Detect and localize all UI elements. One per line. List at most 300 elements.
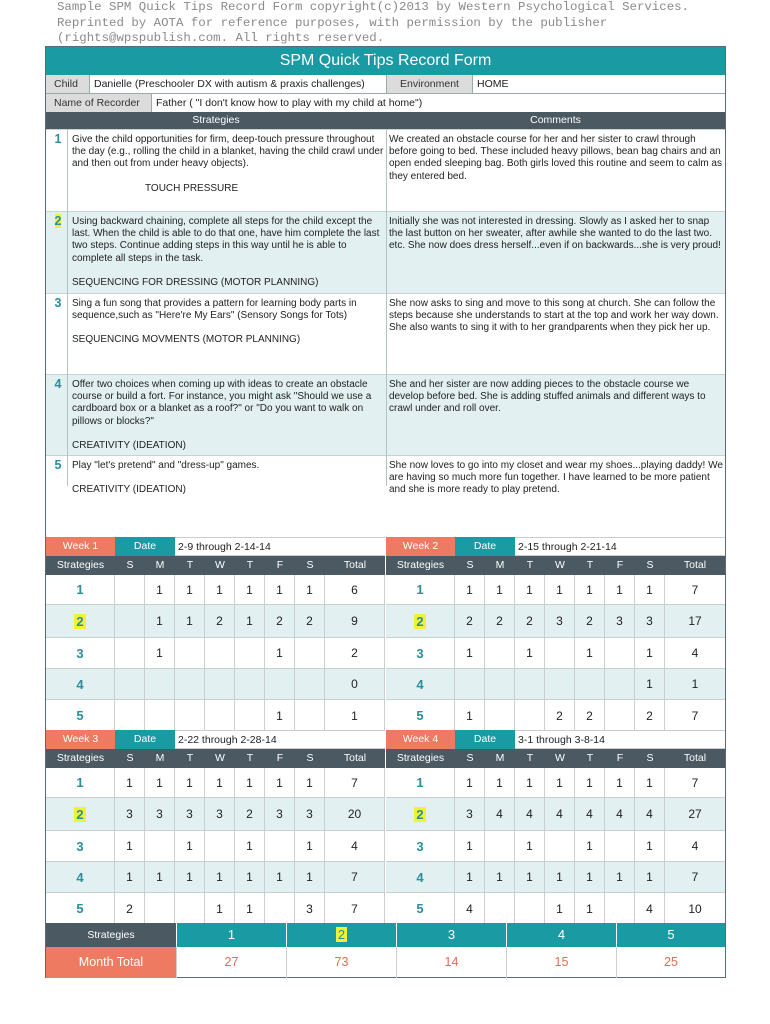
day-cell[interactable] <box>515 700 545 732</box>
day-col-header: M <box>495 752 505 764</box>
day-cell[interactable]: 1 <box>295 768 325 798</box>
day-cell[interactable]: 4 <box>515 798 545 831</box>
day-cell[interactable]: 1 <box>295 862 325 893</box>
date-label: Date <box>455 730 515 749</box>
total-cell[interactable]: 1 <box>325 700 385 732</box>
day-cell[interactable] <box>205 831 235 862</box>
strategy-number-text: 3 <box>76 839 84 854</box>
total-cell[interactable]: 20 <box>325 798 385 831</box>
day-cell[interactable] <box>605 700 635 732</box>
day-cell[interactable] <box>205 638 235 669</box>
strategy-number <box>50 459 66 471</box>
day-cell[interactable]: 2 <box>235 798 265 831</box>
strategy-number <box>50 378 66 390</box>
day-cell[interactable]: 1 <box>545 575 575 605</box>
day-cell[interactable]: 1 <box>575 831 605 862</box>
week-column-header <box>386 749 725 768</box>
day-col-header: S <box>646 559 654 571</box>
day-col-header: T <box>186 559 194 571</box>
day-col-header: S <box>466 559 474 571</box>
day-cell[interactable] <box>265 669 295 700</box>
day-cell[interactable]: 3 <box>605 605 635 638</box>
day-cell[interactable]: 1 <box>265 638 295 669</box>
day-cell[interactable]: 1 <box>545 768 575 798</box>
summary-strategy-number-text: 5 <box>667 927 675 942</box>
strategy-number-text: 1 <box>416 582 424 597</box>
day-cell[interactable]: 2 <box>575 605 605 638</box>
day-cell[interactable]: 1 <box>455 575 485 605</box>
strategy-number <box>46 798 115 831</box>
date-label: Date <box>115 730 175 749</box>
month-total-value[interactable]: 25 <box>616 947 725 978</box>
strategy-number <box>386 605 455 638</box>
total-cell[interactable]: 7 <box>665 862 725 893</box>
day-cell[interactable] <box>605 638 635 669</box>
day-cell[interactable] <box>235 700 265 732</box>
day-cell[interactable]: 1 <box>175 862 205 893</box>
strategy-number <box>386 893 455 925</box>
strategy-number-text: 1 <box>76 775 84 790</box>
day-cell[interactable] <box>295 700 325 732</box>
day-cell[interactable]: 1 <box>545 893 575 925</box>
day-cell[interactable] <box>115 605 145 638</box>
strategy-number <box>46 638 115 669</box>
child-field[interactable]: Danielle (Preschooler DX with autism & praxis challenges) <box>90 75 387 93</box>
day-cell[interactable]: 1 <box>115 831 145 862</box>
day-cell[interactable] <box>205 700 235 732</box>
strategy-comment[interactable]: She and her sister are now adding pieces to the obstacle course we develop before bed. She is adding stuffed animals and different ways to crawl under and roll over. <box>389 379 706 415</box>
day-cell[interactable]: 3 <box>115 798 145 831</box>
divider <box>386 129 387 486</box>
day-cell[interactable]: 3 <box>455 798 485 831</box>
day-cell[interactable]: 2 <box>265 605 295 638</box>
day-cell[interactable]: 1 <box>485 862 515 893</box>
strategy-number-text: 5 <box>416 708 424 723</box>
strategy-number-text: 5 <box>54 458 62 472</box>
day-cell[interactable]: 3 <box>265 798 295 831</box>
day-cell[interactable] <box>235 669 265 700</box>
day-cell[interactable] <box>115 700 145 732</box>
date-field[interactable]: 2-15 through 2-21-14 <box>515 537 725 556</box>
day-cell[interactable]: 1 <box>485 768 515 798</box>
day-col-header: M <box>495 559 505 571</box>
day-col-header: F <box>276 752 284 764</box>
day-cell[interactable]: 2 <box>545 700 575 732</box>
month-total-value[interactable]: 14 <box>396 947 506 978</box>
day-cell[interactable]: 2 <box>205 605 235 638</box>
strategy-number <box>386 862 455 893</box>
total-cell[interactable]: 7 <box>665 700 725 732</box>
day-cell[interactable]: 3 <box>205 798 235 831</box>
day-cell[interactable]: 1 <box>575 862 605 893</box>
day-cell[interactable] <box>605 831 635 862</box>
strategy-number <box>46 700 115 732</box>
total-col-header: Total <box>683 752 707 764</box>
day-cell[interactable]: 1 <box>295 831 325 862</box>
day-cell[interactable] <box>145 700 175 732</box>
strategies-header: Strategies <box>192 114 240 126</box>
day-cell[interactable]: 2 <box>455 605 485 638</box>
strategy-description <box>72 460 384 496</box>
day-cell[interactable] <box>115 638 145 669</box>
day-cell[interactable]: 3 <box>175 798 205 831</box>
day-cell[interactable]: 1 <box>205 768 235 798</box>
day-cell[interactable]: 1 <box>455 700 485 732</box>
day-col-header: T <box>586 752 594 764</box>
day-cell[interactable]: 1 <box>575 893 605 925</box>
day-col-header: M <box>155 559 165 571</box>
day-cell[interactable]: 1 <box>175 831 205 862</box>
day-cell[interactable]: 1 <box>145 638 175 669</box>
day-col-header: F <box>616 559 624 571</box>
date-label: Date <box>455 537 515 556</box>
environment-field[interactable]: HOME <box>473 75 725 93</box>
strategy-number-text: 2 <box>54 214 62 228</box>
strategy-description-text: Using backward chaining, complete all steps for the child except the last. When the child is able to do that one, have him complete the last two steps. Continue adding steps in this way until he is able to complete all steps in the task. <box>72 216 380 264</box>
total-cell[interactable]: 7 <box>325 862 385 893</box>
day-cell[interactable]: 1 <box>175 768 205 798</box>
strategy-number-text: 2 <box>76 614 84 629</box>
day-cell[interactable] <box>115 575 145 605</box>
day-cell[interactable] <box>605 893 635 925</box>
day-col-header: S <box>646 752 654 764</box>
day-cell[interactable]: 1 <box>265 575 295 605</box>
total-cell[interactable]: 7 <box>665 575 725 605</box>
day-cell[interactable] <box>115 669 145 700</box>
date-field[interactable]: 2-22 through 2-28-14 <box>175 730 385 749</box>
day-col-header: T <box>246 559 254 571</box>
summary-strategy-number-text: 2 <box>337 927 346 942</box>
day-cell[interactable] <box>515 669 545 700</box>
strategy-comment[interactable]: Initially she was not interested in dressing. Slowly as I asked her to snap the last button on her sweater, after awhile she wanted to do the last two. etc. She now does dress herself...even if on backwards...she is very proud! <box>389 216 721 252</box>
day-cell[interactable]: 1 <box>515 638 545 669</box>
record-form <box>45 46 726 978</box>
week-row <box>46 798 385 831</box>
strategy-category: SEQUENCING FOR DRESSING (MOTOR PLANNING) <box>72 276 319 288</box>
day-cell[interactable]: 4 <box>455 893 485 925</box>
day-cell[interactable] <box>205 669 235 700</box>
strategy-number <box>46 893 115 925</box>
day-cell[interactable]: 1 <box>235 831 265 862</box>
summary-strategies-row <box>46 923 725 947</box>
day-cell[interactable]: 1 <box>205 862 235 893</box>
day-col-header: W <box>215 752 225 764</box>
strategy-number-text: 2 <box>416 614 424 629</box>
total-cell[interactable]: 7 <box>665 768 725 798</box>
divider <box>67 129 68 486</box>
child-label: Child <box>46 75 90 93</box>
summary-strategy-number <box>176 923 286 947</box>
strategy-description <box>72 216 384 289</box>
total-cell[interactable]: 2 <box>325 638 385 669</box>
day-cell[interactable]: 1 <box>635 831 665 862</box>
day-cell[interactable]: 4 <box>635 798 665 831</box>
day-col-header: W <box>555 752 565 764</box>
day-cell[interactable]: 1 <box>175 575 205 605</box>
day-cell[interactable]: 1 <box>455 768 485 798</box>
day-cell[interactable]: 1 <box>635 638 665 669</box>
strategy-comment[interactable]: We created an obstacle course for her and her sister to crawl through before going to bed. These included heavy pillows, bean bag chairs and an open ended sleeping bag. Both girls loved this routine and seem to calm as they entered bed. <box>389 134 722 182</box>
strategy-number <box>46 669 115 700</box>
week-table <box>386 730 725 925</box>
total-cell[interactable]: 0 <box>325 669 385 700</box>
strategy-description-text: Play "let's pretend" and "dress-up" games. <box>72 460 260 471</box>
strategy-number-text: 5 <box>76 901 84 916</box>
day-cell[interactable] <box>145 893 175 925</box>
total-cell[interactable]: 17 <box>665 605 725 638</box>
summary-strategy-number-text: 3 <box>447 927 456 942</box>
day-cell[interactable] <box>545 638 575 669</box>
day-cell[interactable]: 2 <box>295 605 325 638</box>
strategies-comments-header <box>46 112 725 129</box>
day-cell[interactable] <box>485 831 515 862</box>
day-cell[interactable] <box>485 700 515 732</box>
strategy-number <box>386 700 455 732</box>
day-cell[interactable]: 1 <box>145 768 175 798</box>
day-col-header: T <box>586 559 594 571</box>
day-col-header: S <box>306 752 314 764</box>
day-cell[interactable]: 1 <box>265 862 295 893</box>
date-label: Date <box>115 537 175 556</box>
week-row <box>386 605 725 638</box>
day-cell[interactable]: 1 <box>235 605 265 638</box>
day-cell[interactable]: 3 <box>635 605 665 638</box>
day-cell[interactable] <box>545 831 575 862</box>
summary-strategy-number-text: 4 <box>557 927 566 942</box>
day-cell[interactable]: 1 <box>605 768 635 798</box>
day-cell[interactable]: 1 <box>235 768 265 798</box>
day-cell[interactable]: 1 <box>635 768 665 798</box>
day-cell[interactable]: 1 <box>575 638 605 669</box>
day-cell[interactable]: 1 <box>265 700 295 732</box>
recorder-field[interactable]: Father ( "I don't know how to play with my child at home") <box>152 94 725 112</box>
strategies-col-header: Strategies <box>396 559 445 571</box>
day-cell[interactable]: 1 <box>205 575 235 605</box>
week-row <box>386 798 725 831</box>
day-col-header: W <box>555 559 565 571</box>
day-cell[interactable] <box>485 669 515 700</box>
day-cell[interactable] <box>175 893 205 925</box>
day-cell[interactable] <box>145 831 175 862</box>
week-row <box>386 575 725 605</box>
day-cell[interactable]: 4 <box>605 798 635 831</box>
strategy-description-text: Sing a fun song that provides a pattern for learning body parts in sequence,such as "Here're My Ears" (Sensory Songs for Tots) <box>72 298 357 322</box>
strategy-category: TOUCH PRESSURE <box>145 182 239 194</box>
day-cell[interactable]: 2 <box>515 605 545 638</box>
day-cell[interactable]: 1 <box>455 638 485 669</box>
strategy-comment[interactable]: She now asks to sing and move to this song at church. She can follow the steps because she understands to start at the top and work her way down. She also wants to sing it with to her grandparents when they pick her up. <box>389 298 719 334</box>
day-cell[interactable]: 4 <box>635 893 665 925</box>
day-cell[interactable]: 2 <box>635 700 665 732</box>
day-cell[interactable] <box>265 893 295 925</box>
strategies-col-header: Strategies <box>396 752 445 764</box>
day-cell[interactable]: 1 <box>515 768 545 798</box>
day-cell[interactable]: 1 <box>635 669 665 700</box>
day-cell[interactable]: 1 <box>235 862 265 893</box>
day-col-header: M <box>155 752 165 764</box>
day-cell[interactable]: 1 <box>635 575 665 605</box>
day-cell[interactable]: 1 <box>145 862 175 893</box>
strategy-number-text: 5 <box>76 708 84 723</box>
day-cell[interactable]: 1 <box>605 862 635 893</box>
strategy-number-text: 1 <box>416 775 424 790</box>
week-row <box>46 700 385 732</box>
summary-strategies-label: Strategies <box>46 923 176 947</box>
total-cell[interactable]: 4 <box>665 831 725 862</box>
day-cell[interactable]: 1 <box>235 893 265 925</box>
day-cell[interactable]: 1 <box>455 831 485 862</box>
day-cell[interactable]: 1 <box>235 575 265 605</box>
day-cell[interactable]: 1 <box>145 605 175 638</box>
day-col-header: T <box>526 752 534 764</box>
day-cell[interactable] <box>175 669 205 700</box>
strategy-number-text: 3 <box>54 296 62 310</box>
day-cell[interactable] <box>605 669 635 700</box>
total-cell[interactable]: 4 <box>665 638 725 669</box>
strategy-number-text: 3 <box>76 646 84 661</box>
month-total-value[interactable]: 73 <box>286 947 396 978</box>
day-cell[interactable]: 1 <box>635 862 665 893</box>
strategy-number-text: 4 <box>76 677 84 692</box>
day-cell[interactable]: 1 <box>575 768 605 798</box>
day-cell[interactable] <box>265 831 295 862</box>
day-cell[interactable]: 3 <box>545 605 575 638</box>
week-row <box>386 893 725 925</box>
day-cell[interactable]: 3 <box>295 893 325 925</box>
day-cell[interactable] <box>295 669 325 700</box>
strategy-number-text: 4 <box>54 377 62 391</box>
week-row <box>46 768 385 798</box>
summary-strategy-number <box>616 923 725 947</box>
day-cell[interactable]: 1 <box>115 768 145 798</box>
day-cell[interactable] <box>485 893 515 925</box>
day-cell[interactable]: 4 <box>545 798 575 831</box>
day-cell[interactable]: 1 <box>515 831 545 862</box>
strategies-col-header: Strategies <box>56 559 105 571</box>
strategy-description <box>72 134 384 195</box>
strategy-number <box>386 638 455 669</box>
day-cell[interactable]: 4 <box>575 798 605 831</box>
week-table <box>46 730 385 925</box>
strategy-comment[interactable]: She now loves to go into my closet and wear my shoes...playing daddy! We are having so much more fun together. I have learned to be more patient and she is more ready to play pretend. <box>389 460 723 496</box>
day-cell[interactable]: 3 <box>295 798 325 831</box>
recorder-label: Name of Recorder <box>46 94 152 112</box>
total-cell[interactable]: 4 <box>325 831 385 862</box>
day-cell[interactable] <box>515 893 545 925</box>
total-cell[interactable]: 27 <box>665 798 725 831</box>
summary-strategy-number <box>396 923 506 947</box>
strategy-category: CREATIVITY (IDEATION) <box>72 484 186 496</box>
day-cell[interactable] <box>545 669 575 700</box>
strategy-number-text: 3 <box>416 646 424 661</box>
total-cell[interactable]: 7 <box>325 893 385 925</box>
copyright-notice: Sample SPM Quick Tips Record Form copyright(c)2013 by Western Psychological Services. Reprinted by AOTA for reference purposes, with permission by the publisher (rights@wpspublish.com. All rights reserved. <box>57 0 690 46</box>
day-cell[interactable]: 1 <box>515 575 545 605</box>
strategy-number <box>50 297 66 309</box>
day-cell[interactable] <box>455 669 485 700</box>
day-cell[interactable]: 1 <box>485 575 515 605</box>
day-cell[interactable]: 1 <box>115 862 145 893</box>
strategy-number-text: 2 <box>76 807 84 822</box>
week-row <box>386 638 725 669</box>
week-table <box>46 537 385 732</box>
day-cell[interactable]: 1 <box>575 575 605 605</box>
strategy-number-text: 2 <box>416 807 424 822</box>
strategy-description-text: Give the child opportunities for firm, deep-touch pressure throughout the day (e.g., rolling the child in a blanket, having the child crawl under and then out from under heavy objects). <box>72 134 384 170</box>
strategy-category: SEQUENCING MOVMENTS (MOTOR PLANNING) <box>72 334 301 346</box>
environment-label: Environment <box>387 75 473 93</box>
week-row <box>46 575 385 605</box>
total-cell[interactable]: 1 <box>665 669 725 700</box>
month-total-value[interactable]: 27 <box>176 947 286 978</box>
summary-strategy-number-text: 1 <box>227 927 236 942</box>
day-cell[interactable] <box>485 638 515 669</box>
day-col-header: F <box>616 752 624 764</box>
week-header <box>46 730 385 749</box>
week-row <box>386 862 725 893</box>
day-cell[interactable]: 2 <box>575 700 605 732</box>
day-cell[interactable]: 2 <box>115 893 145 925</box>
day-cell[interactable]: 1 <box>145 575 175 605</box>
day-cell[interactable]: 1 <box>455 862 485 893</box>
week-header <box>386 730 725 749</box>
day-cell[interactable]: 2 <box>485 605 515 638</box>
date-field[interactable]: 3-1 through 3-8-14 <box>515 730 725 749</box>
date-field[interactable]: 2-9 through 2-14-14 <box>175 537 385 556</box>
day-cell[interactable] <box>145 669 175 700</box>
day-col-header: T <box>246 752 254 764</box>
day-cell[interactable]: 1 <box>515 862 545 893</box>
comments-header: Comments <box>530 114 581 126</box>
total-cell[interactable]: 10 <box>665 893 725 925</box>
day-col-header: T <box>186 752 194 764</box>
strategy-number-text: 3 <box>416 839 424 854</box>
week-label: Week 4 <box>386 730 455 749</box>
day-cell[interactable]: 1 <box>205 893 235 925</box>
day-col-header: S <box>126 559 134 571</box>
week-row <box>386 700 725 732</box>
day-cell[interactable] <box>175 638 205 669</box>
day-cell[interactable]: 3 <box>145 798 175 831</box>
strategy-number <box>386 831 455 862</box>
total-cell[interactable]: 7 <box>325 768 385 798</box>
day-cell[interactable]: 1 <box>605 575 635 605</box>
month-total-label: Month Total <box>46 947 176 978</box>
day-cell[interactable]: 1 <box>295 575 325 605</box>
strategy-number <box>386 575 455 605</box>
week-row <box>46 669 385 700</box>
strategy-number <box>46 862 115 893</box>
strategy-number <box>386 798 455 831</box>
strategy-number-text: 1 <box>54 132 62 146</box>
total-cell[interactable]: 9 <box>325 605 385 638</box>
day-cell[interactable] <box>175 700 205 732</box>
total-cell[interactable]: 6 <box>325 575 385 605</box>
day-cell[interactable]: 1 <box>175 605 205 638</box>
week-header <box>46 537 385 556</box>
day-cell[interactable]: 1 <box>545 862 575 893</box>
strategy-category: CREATIVITY (IDEATION) <box>72 439 186 451</box>
day-cell[interactable] <box>575 669 605 700</box>
day-cell[interactable]: 1 <box>265 768 295 798</box>
day-cell[interactable] <box>295 638 325 669</box>
month-total-value[interactable]: 15 <box>506 947 616 978</box>
form-title: SPM Quick Tips Record Form <box>46 47 725 75</box>
day-cell[interactable] <box>235 638 265 669</box>
day-cell[interactable]: 4 <box>485 798 515 831</box>
week-row <box>46 605 385 638</box>
strategy-number <box>46 768 115 798</box>
